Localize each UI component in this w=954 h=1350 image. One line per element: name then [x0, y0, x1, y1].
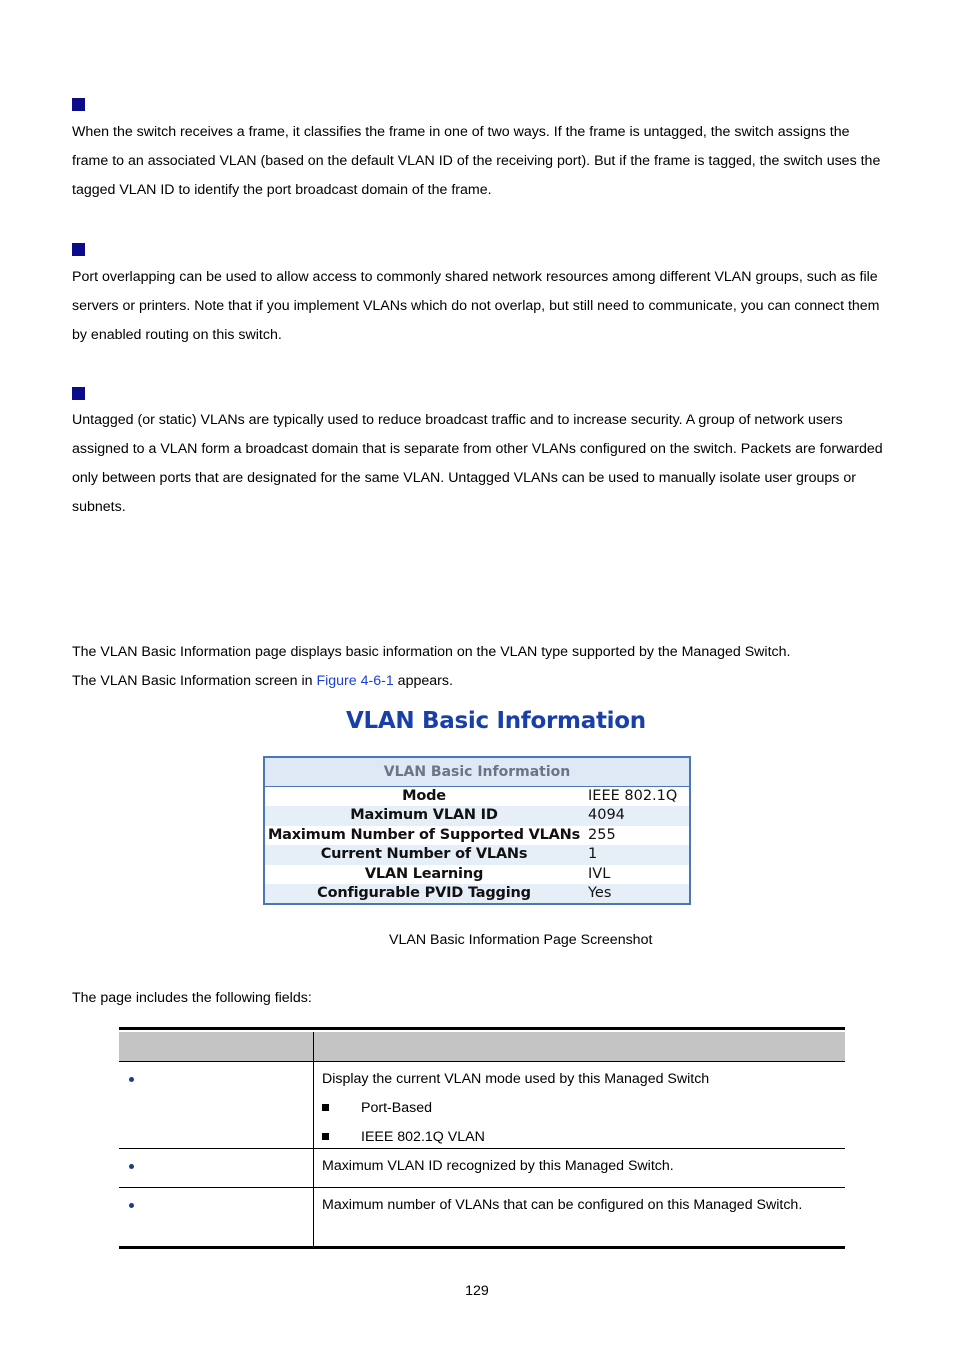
field-option: Port-Based	[361, 1100, 432, 1116]
bullet-icon	[129, 1077, 134, 1082]
intro-line-2-suffix: appears.	[393, 673, 453, 689]
bullet-icon	[129, 1164, 134, 1169]
row-label: Mode	[402, 788, 446, 804]
row-value: Yes	[588, 884, 612, 901]
row-label: Maximum Number of Supported VLANs	[267, 826, 581, 843]
row-value: IEEE 802.1Q	[588, 788, 678, 804]
figure-caption: VLAN Basic Information Page Screenshot	[389, 932, 653, 948]
section-marker-square	[72, 98, 85, 111]
row-label: Current Number of VLANs	[320, 846, 528, 863]
fields-intro: The page includes the following fields:	[72, 990, 312, 1006]
page-number: 129	[465, 1283, 489, 1299]
vlan-table-row	[265, 865, 689, 884]
field-option: IEEE 802.1Q VLAN	[361, 1129, 485, 1145]
row-value: 1	[588, 846, 598, 863]
vlan-table-row	[265, 826, 689, 845]
vlan-table-row	[265, 787, 689, 806]
figure-link[interactable]: Figure 4-6-1	[316, 673, 394, 689]
row-value: 255	[588, 826, 616, 843]
row-divider	[119, 1148, 845, 1149]
fields-table-header	[119, 1032, 845, 1062]
vlan-basic-info-table	[263, 756, 691, 905]
section-2-paragraph: Port overlapping can be used to allow access to commonly shared network resources among different VLAN groups, such as file servers or printers. Note that if you implement VLANs which do not overlap, but still need to communicate, you can connect them by enabled routing on this switch.	[72, 269, 880, 343]
section-1-paragraph: When the switch receives a frame, it classifies the frame in one of two ways. If the frame is untagged, the switch assigns the frame to an associated VLAN (based on the default VLAN ID of the receiving port). But if the frame is tagged, the switch uses the tagged VLAN ID to identify the port broadcast domain of the frame.	[72, 124, 881, 198]
vlan-table-row	[265, 845, 689, 864]
section-marker-square	[72, 243, 85, 256]
row-label: Maximum VLAN ID	[350, 807, 498, 824]
fields-table	[119, 1027, 845, 1249]
row-label: Configurable PVID Tagging	[317, 884, 531, 901]
column-divider	[313, 1032, 314, 1246]
square-bullet-icon	[322, 1104, 329, 1111]
bullet-icon	[129, 1203, 134, 1208]
section-3-paragraph: Untagged (or static) VLANs are typically used to reduce broadcast traffic and to increase security. A group of network users assigned to a VLAN form a broadcast domain that is separate from other VLANs configured on the switch. Packets are forwarded only between ports that are designated for the same VLAN. Untagged VLANs can be used to manually isolate user groups or subnets.	[72, 412, 883, 515]
row-label: VLAN Learning	[364, 865, 484, 882]
field-description: Maximum number of VLANs that can be configured on this Managed Switch.	[322, 1197, 803, 1213]
intro-line-2	[72, 672, 453, 690]
row-value: IVL	[588, 865, 611, 882]
figure-title: VLAN Basic Information	[346, 708, 646, 734]
field-description: Maximum VLAN ID recognized by this Managed Switch.	[322, 1158, 674, 1174]
vlan-table-row	[265, 806, 689, 825]
field-description: Display the current VLAN mode used by this Managed Switch	[322, 1071, 710, 1087]
intro-line-1: The VLAN Basic Information page displays basic information on the VLAN type supported by the Managed Switch.	[72, 644, 791, 660]
intro-line-2-text: The VLAN Basic Information screen in	[72, 673, 317, 689]
row-value: 4094	[588, 807, 625, 824]
row-divider	[119, 1187, 845, 1188]
section-marker-square	[72, 387, 85, 400]
square-bullet-icon	[322, 1133, 329, 1140]
vlan-table-row	[265, 884, 689, 903]
vlan-table-header: VLAN Basic Information	[265, 758, 689, 787]
